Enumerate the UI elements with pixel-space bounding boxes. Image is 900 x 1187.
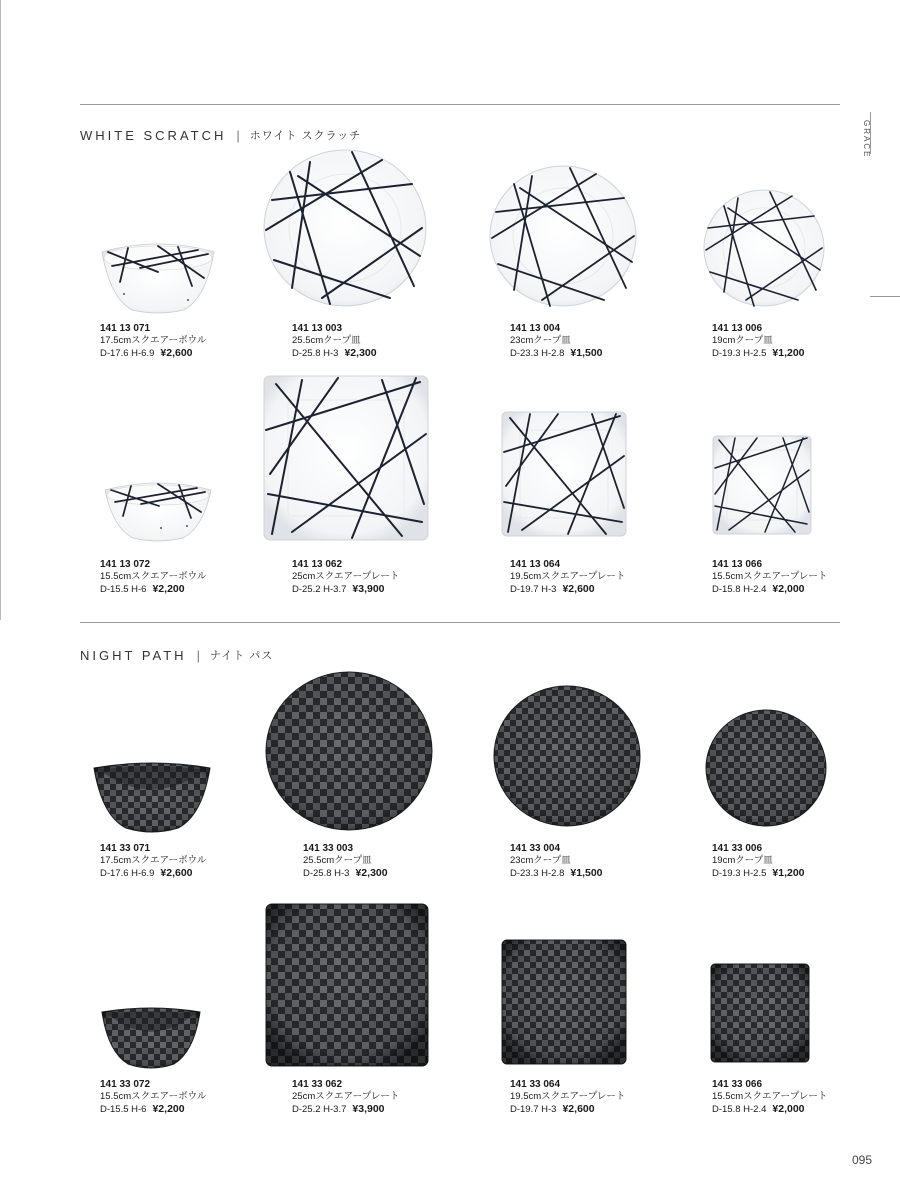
product-image-night-plate-19: [704, 708, 828, 828]
product-price: ¥2,600: [562, 1103, 595, 1115]
product-image-white-bowl-15: [101, 478, 215, 544]
section-title-white-scratch: [80, 127, 361, 143]
product-price: ¥3,900: [352, 583, 385, 595]
product-price: ¥2,300: [355, 867, 388, 879]
product-image-night-plate-25: [264, 670, 434, 832]
product-dimensions: D-23.3 H-2.8: [510, 348, 565, 359]
product-image-night-square-19: [500, 938, 628, 1066]
product-name: 17.5cmスクエアーボウル: [100, 855, 207, 866]
section-title-ja: ホワイト スクラッチ: [249, 130, 362, 142]
product-dimensions: D-23.3 H-2.8: [510, 868, 565, 879]
product-name: 23cmクープ皿: [510, 855, 571, 866]
product-name: 19.5cmスクエアープレート: [510, 1091, 626, 1102]
side-tab-label: GRACE: [862, 120, 871, 159]
product-price: ¥2,300: [344, 347, 377, 359]
section-title-separator: |: [236, 127, 240, 143]
product-name: 19cmクープ皿: [712, 855, 773, 866]
page-number: 095: [851, 1153, 872, 1167]
product-name: 15.5cmスクエアーボウル: [100, 1091, 207, 1102]
section-title-ja: ナイト パス: [209, 650, 274, 662]
product-image-white-plate-25: [262, 148, 428, 308]
product-name: 23cmクープ皿: [510, 335, 571, 346]
product-caption: [292, 559, 399, 596]
product-name: 25.5cmクープ皿: [292, 335, 361, 346]
product-code: 141 33 064: [510, 1079, 561, 1090]
section-title-separator: |: [196, 647, 200, 663]
product-caption: [100, 323, 206, 360]
product-caption: [510, 843, 603, 880]
product-name: 25.5cmクープ皿: [303, 855, 372, 866]
product-code: 141 33 071: [100, 843, 151, 854]
side-tab-rule: [870, 296, 900, 297]
product-name: 15.5cmスクエアープレート: [712, 571, 828, 582]
product-dimensions: D-19.3 H-2.5: [712, 868, 767, 879]
product-image-night-square-25: [264, 902, 430, 1068]
product-code: 141 13 062: [292, 559, 343, 570]
product-code: 141 33 006: [712, 843, 763, 854]
product-code: 141 13 004: [510, 323, 561, 334]
product-image-white-plate-23: [488, 164, 638, 308]
product-dimensions: D-17.6 H-6.9: [100, 348, 155, 359]
product-code: 141 13 003: [292, 323, 343, 334]
product-dimensions: D-17.6 H-6.9: [100, 868, 155, 879]
product-code: 141 33 004: [510, 843, 561, 854]
product-caption: [510, 559, 625, 596]
product-dimensions: D-25.2 H-3.7: [292, 584, 347, 595]
product-image-white-square-25: [262, 374, 430, 542]
product-code: 141 33 066: [712, 1079, 763, 1090]
product-caption: [100, 559, 206, 596]
product-dimensions: D-15.8 H-2.4: [712, 584, 767, 595]
product-caption: [510, 1079, 625, 1116]
section-title-en: NIGHT PATH: [80, 647, 187, 663]
product-name: 15.5cmスクエアーボウル: [100, 571, 207, 582]
product-dimensions: D-25.8 H-3: [292, 348, 339, 359]
product-caption: [292, 323, 377, 360]
product-name: 15.5cmスクエアープレート: [712, 1091, 828, 1102]
product-dimensions: D-15.8 H-2.4: [712, 1104, 767, 1115]
product-image-white-square-19: [500, 410, 628, 538]
product-price: ¥3,900: [352, 1103, 385, 1115]
product-image-night-bowl-17: [92, 760, 212, 834]
product-code: 141 33 072: [100, 1079, 151, 1090]
product-price: ¥2,200: [152, 1103, 185, 1115]
product-dimensions: D-15.5 H-6: [100, 1104, 147, 1115]
product-code: 141 13 071: [100, 323, 151, 334]
product-caption: [712, 323, 805, 360]
product-price: ¥1,500: [570, 347, 603, 359]
product-caption: [100, 843, 206, 880]
product-code: 141 13 072: [100, 559, 151, 570]
product-price: ¥2,000: [772, 1103, 805, 1115]
product-code: 141 33 003: [303, 843, 354, 854]
product-caption: [712, 559, 827, 596]
product-code: 141 13 066: [712, 559, 763, 570]
section-title-en: WHITE SCRATCH: [80, 127, 227, 143]
product-name: 25cmスクエアープレート: [292, 1091, 400, 1102]
top-rule: [80, 104, 840, 105]
product-dimensions: D-25.2 H-3.7: [292, 1104, 347, 1115]
product-dimensions: D-19.7 H-3: [510, 584, 557, 595]
product-price: ¥2,600: [160, 867, 193, 879]
product-name: 25cmスクエアープレート: [292, 571, 400, 582]
product-price: ¥2,000: [772, 583, 805, 595]
product-price: ¥2,200: [152, 583, 185, 595]
product-caption: [292, 1079, 399, 1116]
product-caption: [100, 1079, 206, 1116]
product-code: 141 13 006: [712, 323, 763, 334]
product-image-night-square-15: [709, 962, 811, 1064]
product-dimensions: D-25.8 H-3: [303, 868, 350, 879]
product-image-night-plate-23: [492, 684, 642, 828]
product-dimensions: D-19.3 H-2.5: [712, 348, 767, 359]
product-image-white-square-15: [711, 434, 813, 536]
product-code: 141 13 064: [510, 559, 561, 570]
section-title-night-path: [80, 647, 273, 663]
left-margin-rule: [0, 0, 1, 620]
product-caption: [712, 843, 805, 880]
product-dimensions: D-15.5 H-6: [100, 584, 147, 595]
product-caption: [510, 323, 603, 360]
product-code: 141 33 062: [292, 1079, 343, 1090]
product-caption: [303, 843, 388, 880]
product-caption: [712, 1079, 827, 1116]
product-price: ¥2,600: [160, 347, 193, 359]
product-image-white-plate-19: [702, 188, 826, 308]
section-divider-rule: [80, 622, 840, 623]
product-name: 19cmクープ皿: [712, 335, 773, 346]
product-price: ¥1,500: [570, 867, 603, 879]
product-price: ¥1,200: [772, 867, 805, 879]
product-image-night-bowl-15: [100, 1006, 202, 1072]
product-price: ¥1,200: [772, 347, 805, 359]
product-price: ¥2,600: [562, 583, 595, 595]
product-name: 17.5cmスクエアーボウル: [100, 335, 207, 346]
product-image-white-bowl-17: [98, 238, 218, 316]
product-name: 19.5cmスクエアープレート: [510, 571, 626, 582]
product-dimensions: D-19.7 H-3: [510, 1104, 557, 1115]
